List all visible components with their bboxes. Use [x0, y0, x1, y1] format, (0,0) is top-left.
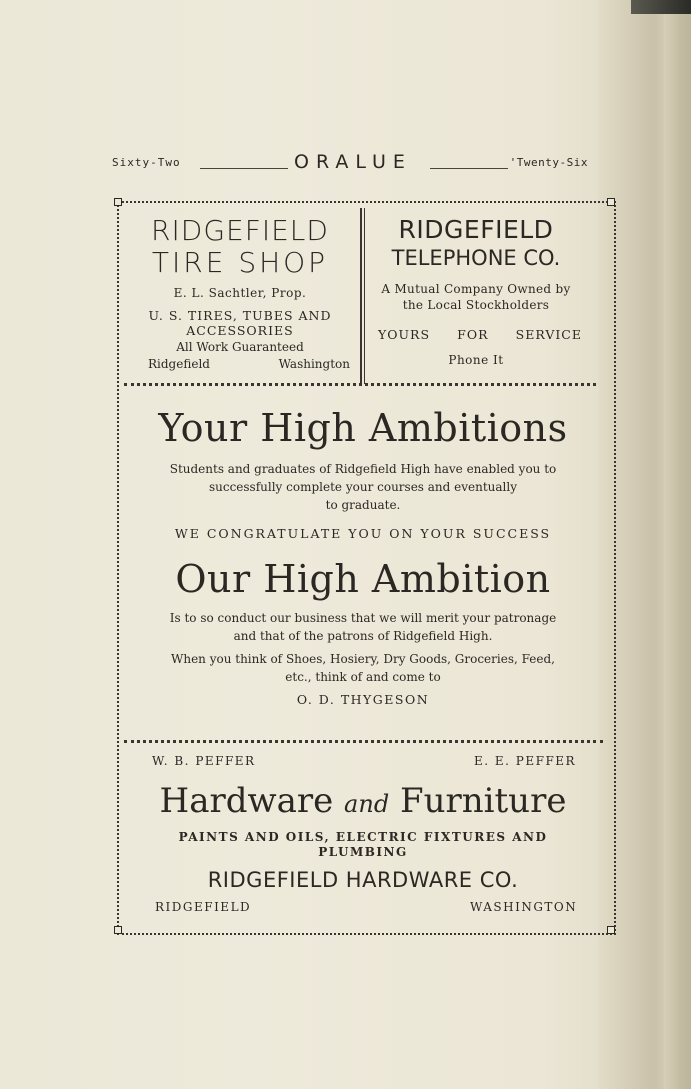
tire-shop-location [126, 356, 354, 372]
hardware-city: RIDGEFIELD [155, 900, 252, 914]
hardware-title [130, 781, 596, 824]
service-word: SERVICE [515, 327, 582, 342]
thygeson-body-2: successfully complete your courses and eventually [208, 480, 518, 494]
telephone-title-1: RIDGEFIELD [398, 215, 554, 244]
running-head-rule-right [430, 168, 508, 169]
thygeson-body-3: to graduate. [325, 498, 401, 512]
column-divider [364, 208, 365, 384]
congratulations-line: WE CONGRATULATE YOU ON YOUR SUCCESS [174, 526, 552, 541]
running-head-rule-left [200, 168, 288, 169]
section-divider [124, 383, 596, 386]
headline-our-high-ambition: Our High Ambition [175, 557, 551, 601]
frame-corner [114, 926, 122, 934]
column-divider [360, 208, 362, 384]
service-word: YOURS [378, 327, 431, 342]
thygeson-body-1: Students and graduates of Ridgefield High have enabled you to [169, 462, 557, 476]
next-page-edge [664, 0, 691, 1089]
frame-corner [607, 926, 615, 934]
headline-your-high-ambitions: Your High Ambitions [158, 406, 568, 450]
running-head [112, 153, 588, 173]
telephone-title-2: TELEPHONE CO. [391, 246, 561, 270]
telephone-service-line [370, 327, 582, 342]
owner-right: E. E. PEFFER [474, 754, 577, 768]
hardware-products-2: PLUMBING [318, 845, 408, 859]
thygeson-signature: O. D. THYGESON [296, 692, 430, 707]
hardware-title-word-2: Furniture [400, 781, 567, 821]
hardware-company: RIDGEFIELD HARDWARE CO. [207, 868, 519, 892]
owner-left: W. B. PEFFER [152, 754, 256, 768]
hardware-state: WASHINGTON [470, 900, 578, 914]
tire-shop-title-2: TIRE SHOP [151, 246, 329, 279]
year-label: 'Twenty-Six [509, 156, 588, 169]
thygeson-ad [130, 406, 596, 707]
tire-shop-title-1: RIDGEFIELD [151, 214, 329, 247]
hardware-title-and: and [344, 790, 390, 818]
hardware-products-1: PAINTS AND OILS, ELECTRIC FIXTURES AND [178, 830, 548, 844]
telephone-co-ad [370, 215, 582, 368]
page-number-label: Sixty-Two [112, 156, 181, 169]
thygeson-body-5: and that of the patrons of Ridgefield High. [233, 629, 493, 643]
hardware-title-word-1: Hardware [159, 781, 334, 821]
tire-shop-guarantee: All Work Guaranteed [176, 340, 304, 354]
thygeson-body-4: Is to so conduct our business that we will merit your patronage [169, 611, 557, 625]
telephone-phone: Phone It [448, 353, 504, 367]
tire-shop-city: Ridgefield [148, 357, 210, 371]
book-cover-edge [631, 0, 691, 14]
service-word: FOR [457, 327, 489, 342]
telephone-desc-2: the Local Stockholders [402, 298, 550, 312]
frame-corner [607, 198, 615, 206]
tire-shop-proprietor: E. L. Sachtler, Prop. [173, 286, 307, 300]
tire-shop-state: Washington [278, 357, 350, 371]
tire-shop-products-2: ACCESSORIES [186, 323, 294, 338]
tire-shop-products-1: U. S. TIRES, TUBES AND [148, 308, 332, 323]
section-divider [124, 740, 603, 743]
hardware-ad [130, 781, 596, 892]
thygeson-body-6: When you think of Shoes, Hosiery, Dry Goods, Groceries, Feed, [171, 652, 555, 666]
publication-title: ORALUE [294, 151, 412, 173]
telephone-desc-1: A Mutual Company Owned by [381, 282, 571, 296]
thygeson-body-7: etc., think of and come to [285, 670, 441, 684]
tire-shop-ad [126, 215, 354, 372]
frame-corner [114, 198, 122, 206]
